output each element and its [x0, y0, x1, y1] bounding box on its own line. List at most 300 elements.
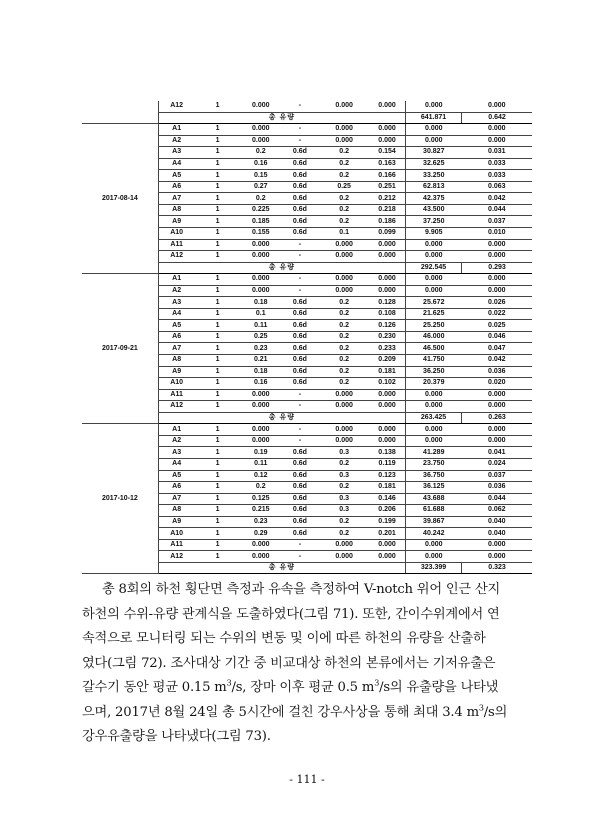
total-label: 총 유량	[158, 412, 405, 424]
table-cell: 0.6d	[281, 181, 319, 193]
table-cell: 0.209	[369, 355, 405, 367]
table-cell: 23.750	[405, 458, 461, 470]
table-cell: 0.041	[462, 447, 532, 459]
table-cell: 0.031	[462, 147, 532, 159]
table-cell: -	[281, 389, 319, 401]
table-cell: 1	[194, 297, 240, 309]
table-row	[82, 424, 532, 436]
table-cell: A7	[158, 493, 194, 505]
table-cell: 0.000	[369, 124, 405, 136]
table-cell: A3	[158, 297, 194, 309]
table-cell: 0.3	[319, 505, 369, 517]
table-cell: A3	[158, 147, 194, 159]
table-cell: 0.181	[369, 366, 405, 378]
table-cell: 0.225	[241, 204, 281, 216]
table-cell: 0.2	[241, 482, 281, 494]
table-cell: A5	[158, 470, 194, 482]
table-cell: 46.500	[405, 343, 461, 355]
table-cell: 0.1	[319, 228, 369, 240]
table-cell: 20.379	[405, 378, 461, 390]
table-cell: 0.2	[319, 216, 369, 228]
table-cell: 61.688	[405, 505, 461, 517]
table-cell: 9.905	[405, 228, 461, 240]
table-cell: 0.037	[462, 216, 532, 228]
table-cell: 0.000	[241, 389, 281, 401]
table-cell: 0.128	[369, 297, 405, 309]
table-cell: 1	[194, 528, 240, 540]
total-sum: 292.545	[405, 262, 461, 274]
table-cell: A8	[158, 505, 194, 517]
table-cell: 0.033	[462, 170, 532, 182]
table-cell: -	[281, 239, 319, 251]
table-cell: 37.250	[405, 216, 461, 228]
table-cell: 0.2	[319, 297, 369, 309]
table-cell: 46.000	[405, 331, 461, 343]
superscript: 3	[478, 703, 484, 713]
table-cell: 0.154	[369, 147, 405, 159]
table-cell: 0.12	[241, 470, 281, 482]
table-cell: 0.233	[369, 343, 405, 355]
table-cell: 0.000	[369, 285, 405, 297]
table-cell: -	[281, 539, 319, 551]
table-cell: 0.6d	[281, 331, 319, 343]
table-cell: 1	[194, 343, 240, 355]
table-cell: -	[281, 251, 319, 263]
table-cell: 0.6d	[281, 458, 319, 470]
table-cell: 0.000	[462, 101, 532, 112]
table-cell: 0.000	[369, 251, 405, 263]
table-cell: -	[281, 551, 319, 563]
total-flow: 0.642	[462, 112, 532, 124]
table-cell: 0.000	[405, 135, 461, 147]
table-cell: 0.033	[462, 158, 532, 170]
superscript: 3	[226, 678, 232, 688]
table-cell: A7	[158, 193, 194, 205]
table-cell: 1	[194, 389, 240, 401]
table-cell: 0.042	[462, 193, 532, 205]
table-cell: 0.6d	[281, 158, 319, 170]
table-cell: A4	[158, 458, 194, 470]
table-cell: 0.000	[369, 539, 405, 551]
table-cell: 0.000	[241, 124, 281, 136]
table-cell: 0.6d	[281, 170, 319, 182]
table-cell: 0.040	[462, 528, 532, 540]
table-cell: 1	[194, 181, 240, 193]
table-cell: 0.000	[462, 551, 532, 563]
table-cell: 0.000	[319, 389, 369, 401]
table-cell: 0.000	[319, 539, 369, 551]
table-cell: 0.000	[462, 274, 532, 286]
table-cell: A2	[158, 435, 194, 447]
table-cell: 0.000	[369, 551, 405, 563]
table-row	[82, 101, 532, 112]
table-cell: 0.010	[462, 228, 532, 240]
table-cell: -	[281, 101, 319, 112]
table-cell: A6	[158, 181, 194, 193]
table-cell: 0.000	[405, 551, 461, 563]
table-cell: -	[281, 401, 319, 413]
table-cell: 0.026	[462, 297, 532, 309]
table-cell: 0.036	[462, 482, 532, 494]
total-sum: 323.399	[405, 562, 461, 574]
table-cell: 0.000	[241, 424, 281, 436]
table-cell: 0.2	[319, 482, 369, 494]
table-cell: 0.2	[241, 193, 281, 205]
table-cell: -	[281, 285, 319, 297]
table-cell: 0.6d	[281, 204, 319, 216]
table-cell: 0.000	[369, 435, 405, 447]
table-cell: 43.688	[405, 493, 461, 505]
table-cell: 0.2	[319, 378, 369, 390]
table-cell: 0.2	[319, 308, 369, 320]
table-cell: 1	[194, 251, 240, 263]
table-cell: 0.2	[319, 204, 369, 216]
table-cell: A12	[158, 101, 194, 112]
paragraph-line: 하천의 수위-유량 관계식을 도출하였다(그림 71). 또한, 간이수위계에서 연	[82, 606, 500, 622]
table-cell: 0.25	[241, 331, 281, 343]
paragraph-line: 강우유출량을 나타냈다(그림 73).	[82, 729, 271, 744]
table-cell: 0.000	[369, 101, 405, 112]
table-cell: 0.6d	[281, 355, 319, 367]
table-cell: 1	[194, 216, 240, 228]
table-cell: 40.242	[405, 528, 461, 540]
table-cell: 1	[194, 228, 240, 240]
table-cell: A8	[158, 204, 194, 216]
table-cell: 0.000	[462, 435, 532, 447]
table-cell: 0.6d	[281, 228, 319, 240]
table-cell: 0.163	[369, 158, 405, 170]
table-cell: 0.23	[241, 343, 281, 355]
table-cell: 0.6d	[281, 470, 319, 482]
table-cell: 0.2	[319, 320, 369, 332]
table-cell: 0.000	[462, 135, 532, 147]
table-cell: A10	[158, 378, 194, 390]
table-cell: 0.21	[241, 355, 281, 367]
table-row	[82, 274, 532, 286]
table-cell: 30.827	[405, 147, 461, 159]
table-cell: 0.000	[462, 239, 532, 251]
table-cell: 1	[194, 366, 240, 378]
table-cell: 0.2	[319, 170, 369, 182]
table-cell: -	[281, 274, 319, 286]
table-cell: 0.000	[369, 135, 405, 147]
table-cell: 0.2	[319, 355, 369, 367]
paragraph-line: 였다(그림 72). 조사대상 기간 중 비교대상 하천의 본류에서는 기저유출은	[82, 655, 496, 671]
table-cell: 1	[194, 147, 240, 159]
table-cell: 0.046	[462, 331, 532, 343]
table-cell: 0.000	[241, 135, 281, 147]
table-cell: 1	[194, 458, 240, 470]
table-cell: 1	[194, 193, 240, 205]
table-cell: 1	[194, 239, 240, 251]
table-cell: A3	[158, 447, 194, 459]
table-cell: 0.000	[405, 239, 461, 251]
table-cell: 0.6d	[281, 505, 319, 517]
table-cell: 0.040	[462, 516, 532, 528]
table-cell: A2	[158, 285, 194, 297]
table-cell: 0.212	[369, 193, 405, 205]
body-paragraph	[82, 578, 534, 750]
table-cell: 0.6d	[281, 482, 319, 494]
table-cell: 0.2	[319, 516, 369, 528]
date-cell	[82, 101, 158, 124]
table-cell: 0.000	[405, 424, 461, 436]
table-cell: 1	[194, 158, 240, 170]
table-cell: 0.024	[462, 458, 532, 470]
table-cell: 0.119	[369, 458, 405, 470]
table-cell: A1	[158, 274, 194, 286]
paragraph-line: 으며, 2017년 8월 24일 총 5시간에 걸친 강우사상을 통해 최대 3.4 $m^3/s$의	[82, 703, 508, 720]
table-cell: 0.206	[369, 505, 405, 517]
table-cell: 0.123	[369, 470, 405, 482]
table-cell: 0.000	[405, 124, 461, 136]
table-cell: A10	[158, 228, 194, 240]
table-cell: 39.867	[405, 516, 461, 528]
date-cell: 2017-08-14	[82, 124, 158, 274]
table-cell: -	[281, 424, 319, 436]
table-cell: 0.108	[369, 308, 405, 320]
table-cell: 0.000	[462, 251, 532, 263]
total-label: 총 유량	[158, 262, 405, 274]
table-cell: 1	[194, 505, 240, 517]
table-cell: A4	[158, 308, 194, 320]
table-cell: 0.000	[241, 251, 281, 263]
table-cell: 0.000	[405, 539, 461, 551]
table-cell: 0.6d	[281, 193, 319, 205]
table-cell: 0.181	[369, 482, 405, 494]
table-cell: 1	[194, 320, 240, 332]
table-cell: 0.000	[241, 435, 281, 447]
table-cell: 62.813	[405, 181, 461, 193]
table-cell: 0.000	[369, 274, 405, 286]
table-cell: A1	[158, 124, 194, 136]
total-flow: 0.323	[462, 562, 532, 574]
table-cell: 0.022	[462, 308, 532, 320]
table-cell: 0.6d	[281, 516, 319, 528]
table-cell: -	[281, 124, 319, 136]
table-cell: A1	[158, 424, 194, 436]
table-cell: 0.18	[241, 366, 281, 378]
table-cell: 0.000	[369, 401, 405, 413]
total-flow: 0.293	[462, 262, 532, 274]
table-cell: 0.25	[319, 181, 369, 193]
table-cell: 0.102	[369, 378, 405, 390]
table-cell: 0.138	[369, 447, 405, 459]
table-cell: 0.000	[241, 101, 281, 112]
table-cell: 1	[194, 124, 240, 136]
table-cell: 0.062	[462, 505, 532, 517]
table-cell: 32.625	[405, 158, 461, 170]
table-cell: 0.201	[369, 528, 405, 540]
total-label: 총 유량	[158, 112, 405, 124]
table-cell: 0.6d	[281, 493, 319, 505]
table-cell: A2	[158, 135, 194, 147]
table-cell: 0.000	[319, 239, 369, 251]
table-cell: 25.672	[405, 297, 461, 309]
table-cell: 43.500	[405, 204, 461, 216]
table-cell: 0.000	[369, 239, 405, 251]
table-cell: 0.000	[405, 274, 461, 286]
table-cell: 0.037	[462, 470, 532, 482]
table-cell: 1	[194, 435, 240, 447]
table-cell: 0.11	[241, 320, 281, 332]
table-cell: 0.6d	[281, 216, 319, 228]
table-cell: 0.29	[241, 528, 281, 540]
total-sum: 263.425	[405, 412, 461, 424]
table-cell: 36.125	[405, 482, 461, 494]
table-cell: 0.2	[319, 331, 369, 343]
table-cell: 0.23	[241, 516, 281, 528]
table-cell: 0.000	[319, 135, 369, 147]
table-cell: 36.250	[405, 366, 461, 378]
table-cell: 0.6d	[281, 528, 319, 540]
table-cell: A4	[158, 158, 194, 170]
table-cell: 41.289	[405, 447, 461, 459]
table-cell: 0.000	[319, 124, 369, 136]
table-cell: 0.18	[241, 297, 281, 309]
table-cell: 0.036	[462, 366, 532, 378]
table-cell: 0.6d	[281, 297, 319, 309]
table-cell: -	[281, 135, 319, 147]
table-cell: A12	[158, 251, 194, 263]
table-cell: 25.250	[405, 320, 461, 332]
table-cell: 0.000	[241, 285, 281, 297]
table-cell: 0.000	[241, 274, 281, 286]
table-cell: 1	[194, 447, 240, 459]
table-cell: 0.000	[319, 285, 369, 297]
table-cell: 0.186	[369, 216, 405, 228]
table-cell: 1	[194, 285, 240, 297]
table-cell: 0.000	[405, 251, 461, 263]
table-cell: A10	[158, 528, 194, 540]
table-cell: 0.000	[241, 551, 281, 563]
table-cell: 0.2	[319, 458, 369, 470]
table-cell: 0.000	[405, 435, 461, 447]
table-cell: 1	[194, 101, 240, 112]
page-number: - 111 -	[289, 773, 325, 786]
date-cell: 2017-10-12	[82, 424, 158, 574]
paragraph-line: 갈수기 동안 평균 0.15 $m^3/s$, 장마 이후 평균 0.5 $m^3/s$의 유출량을 나타냈	[82, 678, 499, 695]
table-cell: 1	[194, 516, 240, 528]
table-cell: 0.6d	[281, 447, 319, 459]
table-cell: 0.6d	[281, 343, 319, 355]
table-cell: A12	[158, 401, 194, 413]
table-cell: 0.000	[405, 285, 461, 297]
table-cell: 21.625	[405, 308, 461, 320]
table-cell: 0.000	[319, 101, 369, 112]
table-cell: 33.250	[405, 170, 461, 182]
table-cell: 0.000	[405, 401, 461, 413]
table-cell: 0.3	[319, 493, 369, 505]
table-cell: 0.3	[319, 447, 369, 459]
table-cell: 0.000	[319, 435, 369, 447]
superscript: 3	[374, 678, 380, 688]
table-cell: A11	[158, 239, 194, 251]
table-cell: 0.185	[241, 216, 281, 228]
paragraph-line: 속적으로 모니터링 되는 수위의 변동 및 이에 따른 하천의 유량을 산출하	[82, 631, 486, 646]
table-cell: 0.1	[241, 308, 281, 320]
table-cell: 1	[194, 204, 240, 216]
table-cell: 0.6d	[281, 147, 319, 159]
total-flow: 0.263	[462, 412, 532, 424]
table-cell: 42.375	[405, 193, 461, 205]
table-cell: A12	[158, 551, 194, 563]
table-cell: 0.020	[462, 378, 532, 390]
table-cell: 0.230	[369, 331, 405, 343]
table-cell: 0.000	[319, 251, 369, 263]
table-cell: 1	[194, 482, 240, 494]
table-cell: 1	[194, 424, 240, 436]
table-cell: 1	[194, 308, 240, 320]
table-cell: 1	[194, 170, 240, 182]
table-cell: 0.6d	[281, 378, 319, 390]
table-cell: 1	[194, 355, 240, 367]
table-cell: 0.251	[369, 181, 405, 193]
table-cell: 0.27	[241, 181, 281, 193]
table-cell: 0.000	[462, 124, 532, 136]
table-row	[82, 124, 532, 136]
table-cell: 0.000	[241, 401, 281, 413]
paragraph-line: 총 8회의 하천 횡단면 측정과 유속을 측정하여 V-notch 위어 인근 산지	[102, 582, 501, 597]
table-cell: 0.000	[462, 285, 532, 297]
table-cell: 0.16	[241, 158, 281, 170]
table-cell: 0.6d	[281, 366, 319, 378]
table-cell: A11	[158, 389, 194, 401]
table-cell: 0.11	[241, 458, 281, 470]
table-cell: 41.750	[405, 355, 461, 367]
table-cell: 0.000	[241, 539, 281, 551]
table-cell: 0.000	[319, 401, 369, 413]
total-label: 총 유량	[158, 562, 405, 574]
table-cell: A9	[158, 366, 194, 378]
table-cell: 0.166	[369, 170, 405, 182]
date-cell: 2017-09-21	[82, 274, 158, 424]
table-cell: 0.15	[241, 170, 281, 182]
table-cell: 1	[194, 274, 240, 286]
table-cell: 0.000	[241, 239, 281, 251]
table-cell: 0.063	[462, 181, 532, 193]
table-cell: 0.215	[241, 505, 281, 517]
table-cell: 0.000	[462, 401, 532, 413]
table-cell: 0.19	[241, 447, 281, 459]
table-cell: 0.099	[369, 228, 405, 240]
table-cell: 0.16	[241, 378, 281, 390]
table-cell: 1	[194, 551, 240, 563]
table-cell: 0.155	[241, 228, 281, 240]
table-cell: A6	[158, 482, 194, 494]
table-cell: 0.2	[319, 366, 369, 378]
total-sum: 641.871	[405, 112, 461, 124]
table-cell: 0.2	[241, 147, 281, 159]
table-cell: 1	[194, 331, 240, 343]
table-cell: A6	[158, 331, 194, 343]
table-cell: A7	[158, 343, 194, 355]
table-cell: 0.2	[319, 528, 369, 540]
table-cell: 0.000	[462, 539, 532, 551]
table-cell: 0.044	[462, 204, 532, 216]
table-cell: 0.146	[369, 493, 405, 505]
table-cell: 0.000	[319, 424, 369, 436]
table-cell: A5	[158, 170, 194, 182]
table-cell: 0.2	[319, 147, 369, 159]
table-cell: 0.125	[241, 493, 281, 505]
table-cell: A5	[158, 320, 194, 332]
table-cell: 0.6d	[281, 308, 319, 320]
table-cell: 1	[194, 493, 240, 505]
table-cell: 0.000	[319, 274, 369, 286]
flow-measurement-table	[82, 101, 532, 574]
table-cell: 0.025	[462, 320, 532, 332]
